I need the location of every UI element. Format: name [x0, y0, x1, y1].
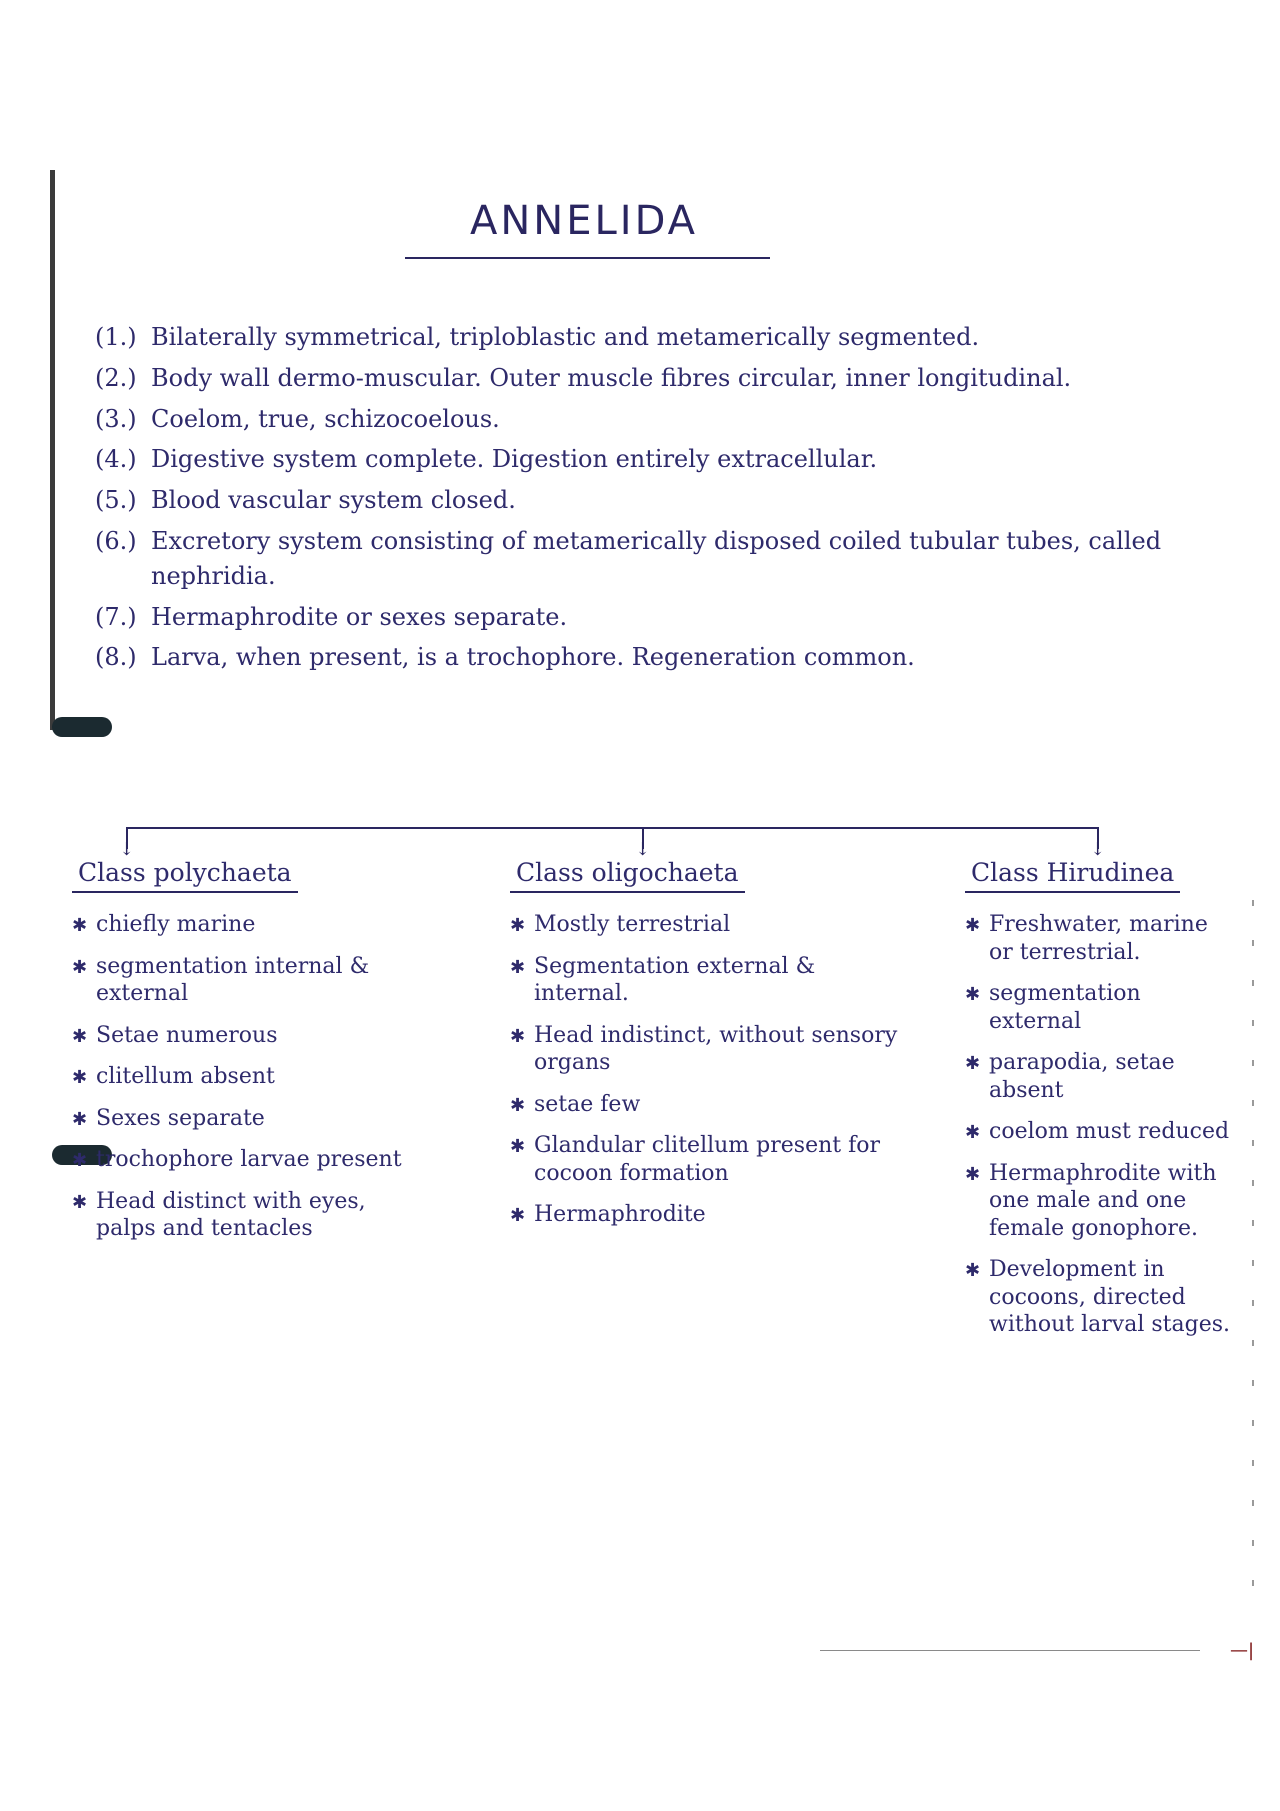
- item-number: (3.): [95, 404, 137, 433]
- class-heading: Class polychaeta: [72, 858, 298, 893]
- asterisk-icon: ✱: [72, 956, 88, 978]
- asterisk-icon: ✱: [72, 1150, 88, 1171]
- item-text: Body wall dermo-muscular. Outer muscle fibres circular, inner longitudinal.: [151, 363, 1072, 392]
- list-item: [510, 1091, 910, 1119]
- list-item: [510, 911, 910, 939]
- asterisk-icon: ✱: [72, 1108, 88, 1130]
- list-item: [95, 483, 1195, 518]
- list-item: [72, 953, 402, 1008]
- list-item: [510, 1201, 910, 1229]
- asterisk-icon: ✱: [72, 1067, 88, 1088]
- item-text: Segmentation external & internal.: [534, 953, 816, 1006]
- class-features: [510, 911, 910, 1229]
- asterisk-icon: ✱: [965, 1260, 981, 1281]
- item-text: Blood vascular system closed.: [151, 486, 516, 515]
- class-heading: Class oligochaeta: [510, 858, 745, 893]
- list-item: [72, 911, 402, 939]
- item-text: chiefly marine: [96, 912, 256, 937]
- item-text: Sexes separate: [96, 1105, 265, 1131]
- item-number: (1.): [95, 323, 137, 351]
- item-text: Mostly terrestrial: [534, 912, 731, 937]
- asterisk-icon: ✱: [510, 1136, 526, 1157]
- item-text: Hermaphrodite or sexes separate.: [151, 602, 568, 631]
- asterisk-icon: ✱: [510, 1205, 526, 1226]
- item-text: Hermaphrodite: [534, 1202, 706, 1227]
- item-text: segmentation internal & external: [96, 953, 370, 1006]
- item-number: (4.): [95, 445, 137, 474]
- list-item: [965, 1118, 1235, 1146]
- asterisk-icon: ✱: [510, 956, 526, 978]
- item-number: (5.): [95, 486, 137, 515]
- list-item: [95, 640, 1195, 675]
- list-item: [72, 1146, 402, 1174]
- list-item: [965, 980, 1235, 1035]
- title-underline: [405, 257, 770, 259]
- list-item: [510, 1022, 910, 1077]
- list-item: [72, 1063, 402, 1091]
- arrow-down-icon: ↓: [1090, 839, 1106, 860]
- item-text: Excretory system consisting of metamerically disposed coiled tubular tubes, called nephridia.: [151, 526, 1162, 590]
- list-item: [965, 1160, 1235, 1243]
- item-text: Digestive system complete. Digestion entirely extracellular.: [151, 445, 878, 474]
- asterisk-icon: ✱: [72, 915, 88, 936]
- list-item: [965, 1256, 1235, 1339]
- list-item: [95, 320, 1195, 355]
- class-features: [965, 911, 1235, 1339]
- list-item: [95, 361, 1195, 396]
- page-edge-dots: [1252, 900, 1254, 1600]
- item-text: coelom must reduced: [989, 1119, 1230, 1144]
- item-text: Head indistinct, without sensory organs: [534, 1022, 898, 1075]
- item-number: (2.): [95, 363, 137, 392]
- item-text: clitellum absent: [96, 1064, 275, 1089]
- item-text: segmentation external: [989, 981, 1141, 1034]
- item-text: Glandular clitellum present for cocoon formation: [534, 1133, 880, 1186]
- list-item: [95, 402, 1195, 437]
- arrow-down-icon: ↓: [635, 839, 651, 860]
- binder-ring-top: [52, 717, 112, 737]
- asterisk-icon: ✱: [72, 1025, 88, 1047]
- arrow-down-icon: ↓: [119, 839, 135, 860]
- column-oligochaeta: [510, 858, 910, 1243]
- column-hirudinea: [965, 858, 1235, 1353]
- asterisk-icon: ✱: [965, 984, 981, 1005]
- asterisk-icon: ✱: [510, 1094, 526, 1116]
- item-text: Larva, when present, is a trochophore. Regeneration common.: [151, 643, 915, 672]
- list-item: [72, 1188, 402, 1243]
- item-text: Setae numerous: [96, 1022, 278, 1048]
- item-text: Hermaphrodite with one male and one female gonophore.: [989, 1160, 1217, 1241]
- list-item: [510, 1132, 910, 1187]
- footer-rule: [820, 1650, 1200, 1651]
- asterisk-icon: ✱: [965, 1122, 981, 1143]
- list-item: [95, 600, 1195, 635]
- item-text: Bilaterally symmetrical, triploblastic and metamerically segmented.: [151, 323, 980, 351]
- list-item: [72, 1022, 402, 1050]
- item-text: Head distinct with eyes, palps and tentacles: [96, 1188, 366, 1241]
- item-text: Freshwater, marine or terrestrial.: [989, 912, 1208, 965]
- notebook-edge: [50, 170, 55, 730]
- item-text: trochophore larvae present: [96, 1147, 402, 1172]
- item-text: Development in cocoons, directed without larval stages.: [989, 1257, 1231, 1337]
- asterisk-icon: ✱: [510, 1025, 526, 1047]
- asterisk-icon: ✱: [965, 1053, 981, 1074]
- item-number: (6.): [95, 526, 137, 555]
- class-heading: Class Hirudinea: [965, 858, 1180, 893]
- page-title: ANNELIDA: [470, 198, 699, 244]
- asterisk-icon: ✱: [965, 915, 981, 936]
- list-item: [965, 911, 1235, 966]
- list-item: [72, 1105, 402, 1133]
- class-features: [72, 911, 402, 1243]
- item-text: parapodia, setae absent: [989, 1050, 1175, 1103]
- list-item: [965, 1049, 1235, 1104]
- item-text: setae few: [534, 1091, 641, 1117]
- item-text: Coelom, true, schizocoelous.: [151, 404, 500, 433]
- asterisk-icon: ✱: [965, 1163, 981, 1185]
- item-number: (8.): [95, 643, 137, 672]
- classification-branch-line: [126, 827, 1099, 829]
- asterisk-icon: ✱: [72, 1191, 88, 1213]
- characteristics-list: [95, 320, 1195, 681]
- corner-mark: —|: [1230, 1640, 1255, 1661]
- item-number: (7.): [95, 602, 137, 631]
- list-item: [95, 524, 1195, 594]
- asterisk-icon: ✱: [510, 915, 526, 936]
- column-polychaeta: [72, 858, 402, 1257]
- list-item: [510, 953, 910, 1008]
- list-item: [95, 442, 1195, 477]
